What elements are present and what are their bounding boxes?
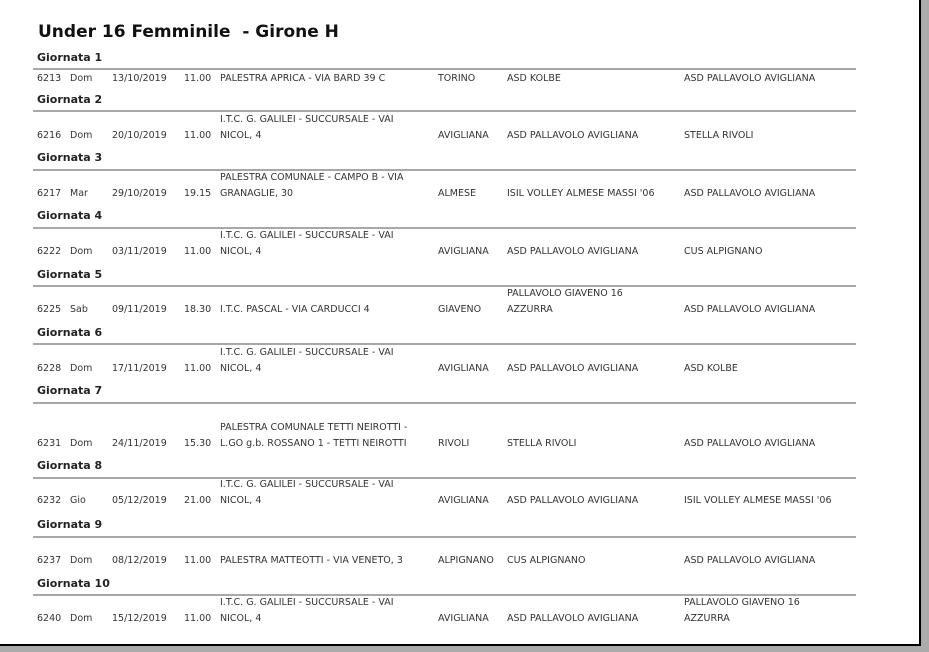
match-id: 6228 xyxy=(37,363,62,374)
home-team: ASD PALLAVOLO AVIGLIANA xyxy=(507,246,639,257)
match-date: 03/11/2019 xyxy=(112,246,167,257)
match-day: Dom xyxy=(70,555,93,566)
match-city: ALMESE xyxy=(438,188,477,199)
round-separator xyxy=(33,110,856,112)
home-team: ASD KOLBE xyxy=(507,73,561,84)
round-label: Giornata 10 xyxy=(37,577,110,590)
match-venue: I.T.C. G. GALILEI - SUCCURSALE - VAI xyxy=(220,479,394,490)
match-day: Mar xyxy=(70,188,88,199)
match-time: 11.00 xyxy=(184,613,212,624)
match-city: AVIGLIANA xyxy=(438,246,489,257)
match-date: 20/10/2019 xyxy=(112,130,167,141)
match-venue: I.T.C. G. GALILEI - SUCCURSALE - VAI xyxy=(220,347,394,358)
match-city: AVIGLIANA xyxy=(438,363,489,374)
match-day: Gio xyxy=(70,495,86,506)
match-venue: NICOL, 4 xyxy=(220,613,262,624)
match-id: 6240 xyxy=(37,613,62,624)
home-team: ASD PALLAVOLO AVIGLIANA xyxy=(507,363,639,374)
round-separator xyxy=(33,343,856,345)
match-id: 6237 xyxy=(37,555,62,566)
round-label: Giornata 5 xyxy=(37,268,103,281)
match-date: 13/10/2019 xyxy=(112,73,167,84)
round-label: Giornata 3 xyxy=(37,151,103,164)
match-city: AVIGLIANA xyxy=(438,130,489,141)
match-date: 24/11/2019 xyxy=(112,438,167,449)
home-team: ASD PALLAVOLO AVIGLIANA xyxy=(507,495,639,506)
round-separator xyxy=(33,402,856,404)
match-date: 08/12/2019 xyxy=(112,555,167,566)
match-city: GIAVENO xyxy=(438,304,482,315)
round-separator xyxy=(33,68,856,70)
match-venue: I.T.C. G. GALILEI - SUCCURSALE - VAI xyxy=(220,230,394,241)
match-venue: PALESTRA MATTEOTTI - VIA VENETO, 3 xyxy=(220,555,403,566)
match-day: Dom xyxy=(70,363,93,374)
match-venue: PALESTRA COMUNALE - CAMPO B - VIA xyxy=(220,172,404,183)
home-team: AZZURRA xyxy=(507,304,553,315)
match-venue: PALESTRA COMUNALE TETTI NEIROTTI - xyxy=(220,422,408,433)
match-venue: I.T.C. G. GALILEI - SUCCURSALE - VAI xyxy=(220,597,394,608)
round-label: Giornata 8 xyxy=(37,459,103,472)
match-date: 29/10/2019 xyxy=(112,188,167,199)
match-date: 09/11/2019 xyxy=(112,304,167,315)
round-label: Giornata 2 xyxy=(37,93,103,106)
match-venue: NICOL, 4 xyxy=(220,130,262,141)
match-venue: NICOL, 4 xyxy=(220,363,262,374)
match-time: 21.00 xyxy=(184,495,212,506)
match-city: AVIGLIANA xyxy=(438,613,489,624)
round-separator xyxy=(33,227,856,229)
match-city: RIVOLI xyxy=(438,438,470,449)
away-team: CUS ALPIGNANO xyxy=(684,246,763,257)
round-label: Giornata 9 xyxy=(37,518,103,531)
match-venue: NICOL, 4 xyxy=(220,246,262,257)
round-separator xyxy=(33,169,856,171)
match-day: Dom xyxy=(70,613,93,624)
match-venue: I.T.C. PASCAL - VIA CARDUCCI 4 xyxy=(220,304,370,315)
match-time: 11.00 xyxy=(184,130,212,141)
match-day: Dom xyxy=(70,438,93,449)
round-label: Giornata 7 xyxy=(37,384,103,397)
match-id: 6231 xyxy=(37,438,62,449)
away-team: ASD PALLAVOLO AVIGLIANA xyxy=(684,188,816,199)
home-team: ASD PALLAVOLO AVIGLIANA xyxy=(507,613,639,624)
round-label: Giornata 4 xyxy=(37,209,103,222)
match-date: 15/12/2019 xyxy=(112,613,167,624)
round-label: Giornata 6 xyxy=(37,326,103,339)
match-day: Dom xyxy=(70,246,93,257)
away-team: ASD PALLAVOLO AVIGLIANA xyxy=(684,304,816,315)
match-venue: NICOL, 4 xyxy=(220,495,262,506)
match-city: AVIGLIANA xyxy=(438,495,489,506)
match-id: 6217 xyxy=(37,188,62,199)
match-time: 18.30 xyxy=(184,304,212,315)
home-team: ASD PALLAVOLO AVIGLIANA xyxy=(507,130,639,141)
match-day: Dom xyxy=(70,73,93,84)
round-separator xyxy=(33,477,856,479)
page-title: Under 16 Femminile - Girone H xyxy=(38,22,339,42)
away-team: ASD PALLAVOLO AVIGLIANA xyxy=(684,555,816,566)
home-team: PALLAVOLO GIAVENO 16 xyxy=(507,288,623,299)
match-time: 11.00 xyxy=(184,555,212,566)
match-time: 19.15 xyxy=(184,188,212,199)
match-id: 6232 xyxy=(37,495,62,506)
match-date: 05/12/2019 xyxy=(112,495,167,506)
match-venue: L.GO g.b. ROSSANO 1 - TETTI NEIROTTI xyxy=(220,438,407,449)
round-label: Giornata 1 xyxy=(37,51,103,64)
round-separator xyxy=(33,285,856,287)
home-team: CUS ALPIGNANO xyxy=(507,555,586,566)
match-venue: GRANAGLIE, 30 xyxy=(220,188,294,199)
match-time: 11.00 xyxy=(184,73,212,84)
away-team: AZZURRA xyxy=(684,613,730,624)
match-venue: PALESTRA APRICA - VIA BARD 39 C xyxy=(220,73,386,84)
home-team: STELLA RIVOLI xyxy=(507,438,577,449)
match-time: 11.00 xyxy=(184,246,212,257)
round-separator xyxy=(33,536,856,538)
home-team: ISIL VOLLEY ALMESE MASSI '06 xyxy=(507,188,655,199)
away-team: ASD PALLAVOLO AVIGLIANA xyxy=(684,73,816,84)
away-team: ISIL VOLLEY ALMESE MASSI '06 xyxy=(684,495,832,506)
away-team: PALLAVOLO GIAVENO 16 xyxy=(684,597,800,608)
match-time: 11.00 xyxy=(184,363,212,374)
match-city: TORINO xyxy=(438,73,476,84)
away-team: STELLA RIVOLI xyxy=(684,130,754,141)
match-city: ALPIGNANO xyxy=(438,555,494,566)
match-id: 6213 xyxy=(37,73,62,84)
match-id: 6216 xyxy=(37,130,62,141)
away-team: ASD PALLAVOLO AVIGLIANA xyxy=(684,438,816,449)
away-team: ASD KOLBE xyxy=(684,363,738,374)
match-day: Dom xyxy=(70,130,93,141)
match-date: 17/11/2019 xyxy=(112,363,167,374)
match-id: 6222 xyxy=(37,246,62,257)
match-time: 15.30 xyxy=(184,438,212,449)
match-id: 6225 xyxy=(37,304,62,315)
match-venue: I.T.C. G. GALILEI - SUCCURSALE - VAI xyxy=(220,114,394,125)
match-day: Sab xyxy=(70,304,88,315)
